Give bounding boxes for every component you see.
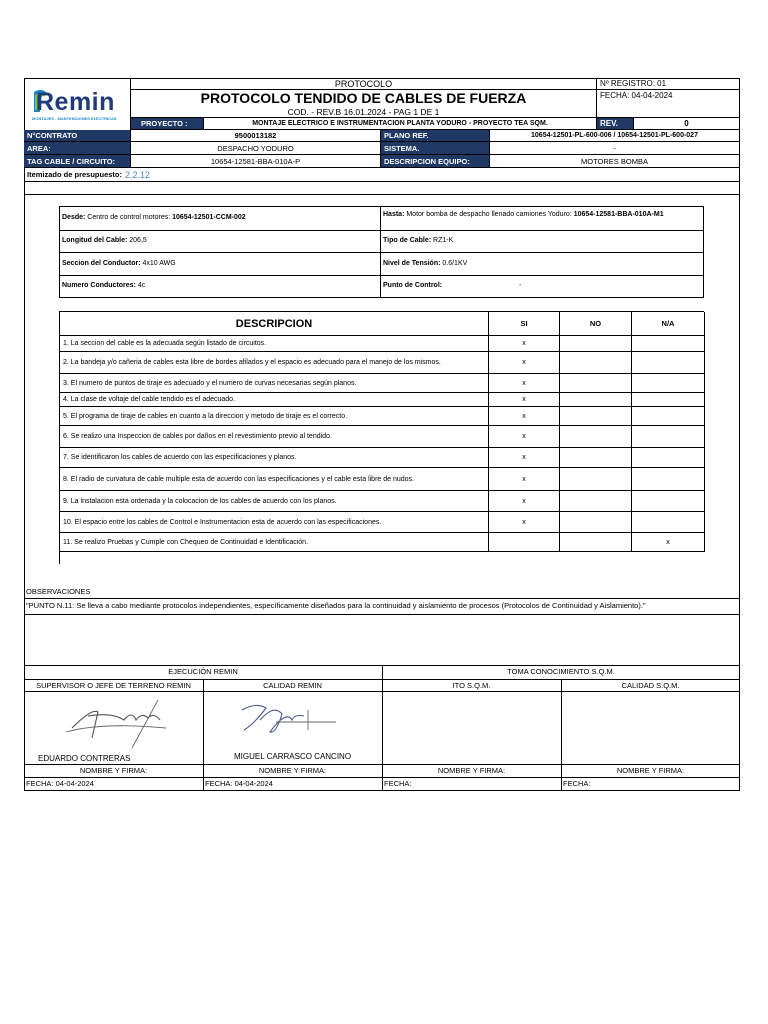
col-no-header: NO bbox=[560, 312, 632, 336]
checklist-item-no bbox=[560, 374, 632, 393]
rev-value: 0 bbox=[634, 118, 740, 130]
registro-number: Nº REGISTRO: 01 bbox=[597, 78, 740, 90]
checklist-item-si: x bbox=[489, 448, 560, 468]
checklist-item-si: x bbox=[489, 336, 560, 352]
checklist-item-text: 5. El programa de tiraje de cables en cuanto a la direccion y metodo de tiraje es el correcto. bbox=[60, 407, 489, 426]
tipo-field bbox=[383, 237, 453, 244]
col-na-header: N/A bbox=[632, 312, 705, 336]
checklist-item-na bbox=[632, 374, 705, 393]
logo-cell bbox=[24, 78, 131, 130]
checklist-item-na bbox=[632, 336, 705, 352]
numero-value: 4c bbox=[135, 282, 146, 289]
divider bbox=[24, 764, 740, 765]
checklist-item-na bbox=[632, 352, 705, 374]
divider bbox=[59, 275, 704, 276]
itemizado-value: 2.2.12 bbox=[125, 169, 151, 180]
checklist-header: DESCRIPCION bbox=[60, 312, 489, 336]
checklist-item-no bbox=[560, 491, 632, 512]
nombre-firma-1: NOMBRE Y FIRMA: bbox=[79, 766, 148, 775]
divider bbox=[24, 194, 740, 195]
checklist-item-na bbox=[632, 407, 705, 426]
checklist-item-si: x bbox=[489, 491, 560, 512]
signature-name-1: EDUARDO CONTRERAS bbox=[38, 754, 131, 763]
ejecucion-label: EJECUCIÓN REMIN bbox=[168, 667, 238, 676]
checklist-item-text: 8. El radio de curvatura de cable multiple esta de acuerdo con las especificaciones y el cable esta libre de nudos. bbox=[60, 468, 489, 491]
desde-label: Desde: bbox=[62, 214, 86, 221]
tipo-value: RZ1-K bbox=[431, 237, 454, 244]
checklist-item-text: 11. Se realizo Pruebas y Cumple con Chequeo de Continuidad e Identificación. bbox=[60, 533, 489, 552]
punto-value: - bbox=[519, 282, 522, 289]
checklist-item-na bbox=[632, 448, 705, 468]
tipo-label: Tipo de Cable: bbox=[383, 237, 432, 244]
handwritten-signature-icon bbox=[236, 700, 340, 740]
col-si-header: SI bbox=[489, 312, 560, 336]
contrato-label: N°CONTRATO bbox=[24, 130, 131, 142]
toma-label: TOMA CONOCIMIENTO S.Q.M. bbox=[507, 667, 615, 676]
desde-value: 10654-12501-CCM-002 bbox=[172, 214, 246, 221]
checklist-item-text: 9. La instalacion esta ordenada y la colocacion de los cables de acuerdo con los planos. bbox=[60, 491, 489, 512]
area-label: AREA: bbox=[24, 142, 131, 155]
checklist-item-no bbox=[560, 352, 632, 374]
checklist-item-text: 4. La clase de voltaje del cable tendido es el adecuado. bbox=[60, 393, 489, 407]
checklist-item-na bbox=[632, 468, 705, 491]
fecha-2: FECHA: 04-04-2024 bbox=[205, 779, 273, 788]
hasta-text: Motor bomba de despacho llenado camiones Yoduro: bbox=[404, 211, 574, 218]
signature-miguel bbox=[236, 700, 340, 740]
fecha-3: FECHA: bbox=[384, 779, 412, 788]
divider bbox=[24, 614, 740, 615]
desde-field bbox=[62, 214, 378, 221]
itemizado-row bbox=[24, 168, 740, 182]
equipo-label: DESCRIPCION EQUIPO: bbox=[381, 155, 490, 168]
checklist-item-no bbox=[560, 393, 632, 407]
checklist-item-si: x bbox=[489, 407, 560, 426]
checklist-item-si: x bbox=[489, 352, 560, 374]
seccion-label: Seccion del Conductor: bbox=[62, 260, 141, 267]
signature-col-ito-sqm: ITO S.Q.M. bbox=[452, 681, 491, 690]
checklist-item-no bbox=[560, 448, 632, 468]
numero-field bbox=[62, 282, 145, 289]
signature-col-calidad-sqm: CALIDAD S.Q.M. bbox=[621, 681, 680, 690]
checklist-item-na bbox=[632, 393, 705, 407]
handwritten-signature-icon bbox=[62, 698, 174, 750]
longitud-label: Longitud del Cable: bbox=[62, 237, 128, 244]
checklist-item-no bbox=[560, 512, 632, 533]
checklist-item-text: 10. El espacio entre los cables de Control e Instrumentacion esta de acuerdo con las especificaciones. bbox=[60, 512, 489, 533]
divider bbox=[59, 252, 704, 253]
checklist-item-text: 2. La bandeja y/o cañeria de cables esta libre de bordes afilados y el espacio es adecuado para el manejo de los mismos. bbox=[60, 352, 489, 374]
document-code: COD. - REV.B 16.01.2024 - PAG 1 DE 1 bbox=[131, 106, 597, 118]
signature-eduardo bbox=[62, 698, 174, 750]
tag-label: TAG CABLE / CIRCUITO: bbox=[24, 155, 131, 168]
divider bbox=[24, 777, 740, 778]
contrato-value: 9500013182 bbox=[131, 130, 381, 142]
checklist-item-no bbox=[560, 336, 632, 352]
fecha-4: FECHA: bbox=[563, 779, 591, 788]
checklist-item-na: x bbox=[632, 533, 705, 552]
checklist-item-si: x bbox=[489, 468, 560, 491]
numero-label: Numero Conductores: bbox=[62, 282, 136, 289]
nombre-firma-4: NOMBRE Y FIRMA: bbox=[616, 766, 685, 775]
checklist-item-si: x bbox=[489, 426, 560, 448]
tension-field bbox=[383, 260, 467, 267]
checklist-item-no bbox=[560, 426, 632, 448]
checklist-item-no bbox=[560, 533, 632, 552]
hasta-label: Hasta: bbox=[383, 211, 405, 218]
checklist-item-na bbox=[632, 491, 705, 512]
desde-text: Centro de control motores: bbox=[85, 214, 173, 221]
observaciones-text: "PUNTO N.11: Se lleva a cabo mediante protocolos independientes, específicamente diseñados para la continuidad y aislamiento de procesos (Protocolos de Continuidad y Aislamiento)." bbox=[26, 601, 646, 610]
rev-label: REV. bbox=[597, 118, 634, 130]
checklist-item-no bbox=[560, 407, 632, 426]
sistema-value: - bbox=[490, 142, 740, 155]
divider bbox=[59, 230, 704, 231]
tag-value: 10654-12581-BBA-010A-P bbox=[131, 155, 381, 168]
checklist-table bbox=[59, 311, 704, 564]
document-title: PROTOCOLO TENDIDO DE CABLES DE FUERZA bbox=[131, 90, 597, 106]
signature-col-supervisor: SUPERVISOR O JEFE DE TERRENO REMIN bbox=[36, 681, 191, 690]
proyecto-value: MONTAJE ELECTRICO E INSTRUMENTACION PLANTA YODURO - PROYECTO TEA SQM. bbox=[204, 118, 597, 130]
hasta-field bbox=[383, 209, 701, 220]
checklist-item-si: x bbox=[489, 512, 560, 533]
checklist-item-text: 6. Se realizo una Inspeccion de cables por daños en el revestimiento previo al tendido. bbox=[60, 426, 489, 448]
itemizado-label: Itemizado de presupuesto: bbox=[27, 170, 123, 179]
seccion-field bbox=[62, 260, 176, 267]
checklist-item-si: x bbox=[489, 393, 560, 407]
nombre-firma-2: NOMBRE Y FIRMA: bbox=[258, 766, 327, 775]
plano-value: 10654-12501-PL-600-006 / 10654-12501-PL-600-027 bbox=[490, 130, 740, 142]
tension-label: Nivel de Tensión: bbox=[383, 260, 441, 267]
protocolo-label: PROTOCOLO bbox=[131, 78, 597, 90]
longitud-field bbox=[62, 237, 147, 244]
punto-field bbox=[383, 282, 583, 289]
plano-label: PLANO REF. bbox=[381, 130, 490, 142]
longitud-value: 206,5 bbox=[127, 237, 147, 244]
signature-col-calidad-remin: CALIDAD REMIN bbox=[263, 681, 322, 690]
equipo-value: MOTORES BOMBA bbox=[490, 155, 740, 168]
divider bbox=[24, 598, 740, 599]
area-value: DESPACHO YODURO bbox=[131, 142, 381, 155]
signature-name-2: MIGUEL CARRASCO CANCINO bbox=[234, 752, 352, 761]
observaciones-label: OBSERVACIONES bbox=[26, 587, 91, 596]
fecha-1: FECHA: 04-04-2024 bbox=[26, 779, 94, 788]
checklist-item-na bbox=[632, 426, 705, 448]
checklist-item-text: 3. El numero de puntos de tiraje es adecuado y el numero de curvas necesarias según planos. bbox=[60, 374, 489, 393]
proyecto-label: PROYECTO : bbox=[131, 118, 204, 130]
header-date: FECHA: 04-04-2024 bbox=[597, 90, 740, 118]
checklist-item-si bbox=[489, 533, 560, 552]
checklist-item-si: x bbox=[489, 374, 560, 393]
checklist-item-text: 7. Se identificaron los cables de acuerdo con las especificaciones y planos. bbox=[60, 448, 489, 468]
checklist-item-text: 1. La seccion del cable es la adecuada según listado de circuitos. bbox=[60, 336, 489, 352]
punto-label: Punto de Control: bbox=[383, 282, 443, 289]
logo-text: Remin bbox=[36, 88, 115, 116]
checklist-item-na bbox=[632, 512, 705, 533]
logo-subtitle: MONTAJES - MANTENCIONES ELECTRICAS bbox=[32, 116, 117, 121]
hasta-value: 10654-12581-BBA-010A-M1 bbox=[573, 211, 664, 218]
checklist-item-no bbox=[560, 468, 632, 491]
tension-value: 0.6/1KV bbox=[440, 260, 468, 267]
nombre-firma-3: NOMBRE Y FIRMA: bbox=[437, 766, 506, 775]
seccion-value: 4x10 AWG bbox=[140, 260, 176, 267]
sistema-label: SISTEMA. bbox=[381, 142, 490, 155]
